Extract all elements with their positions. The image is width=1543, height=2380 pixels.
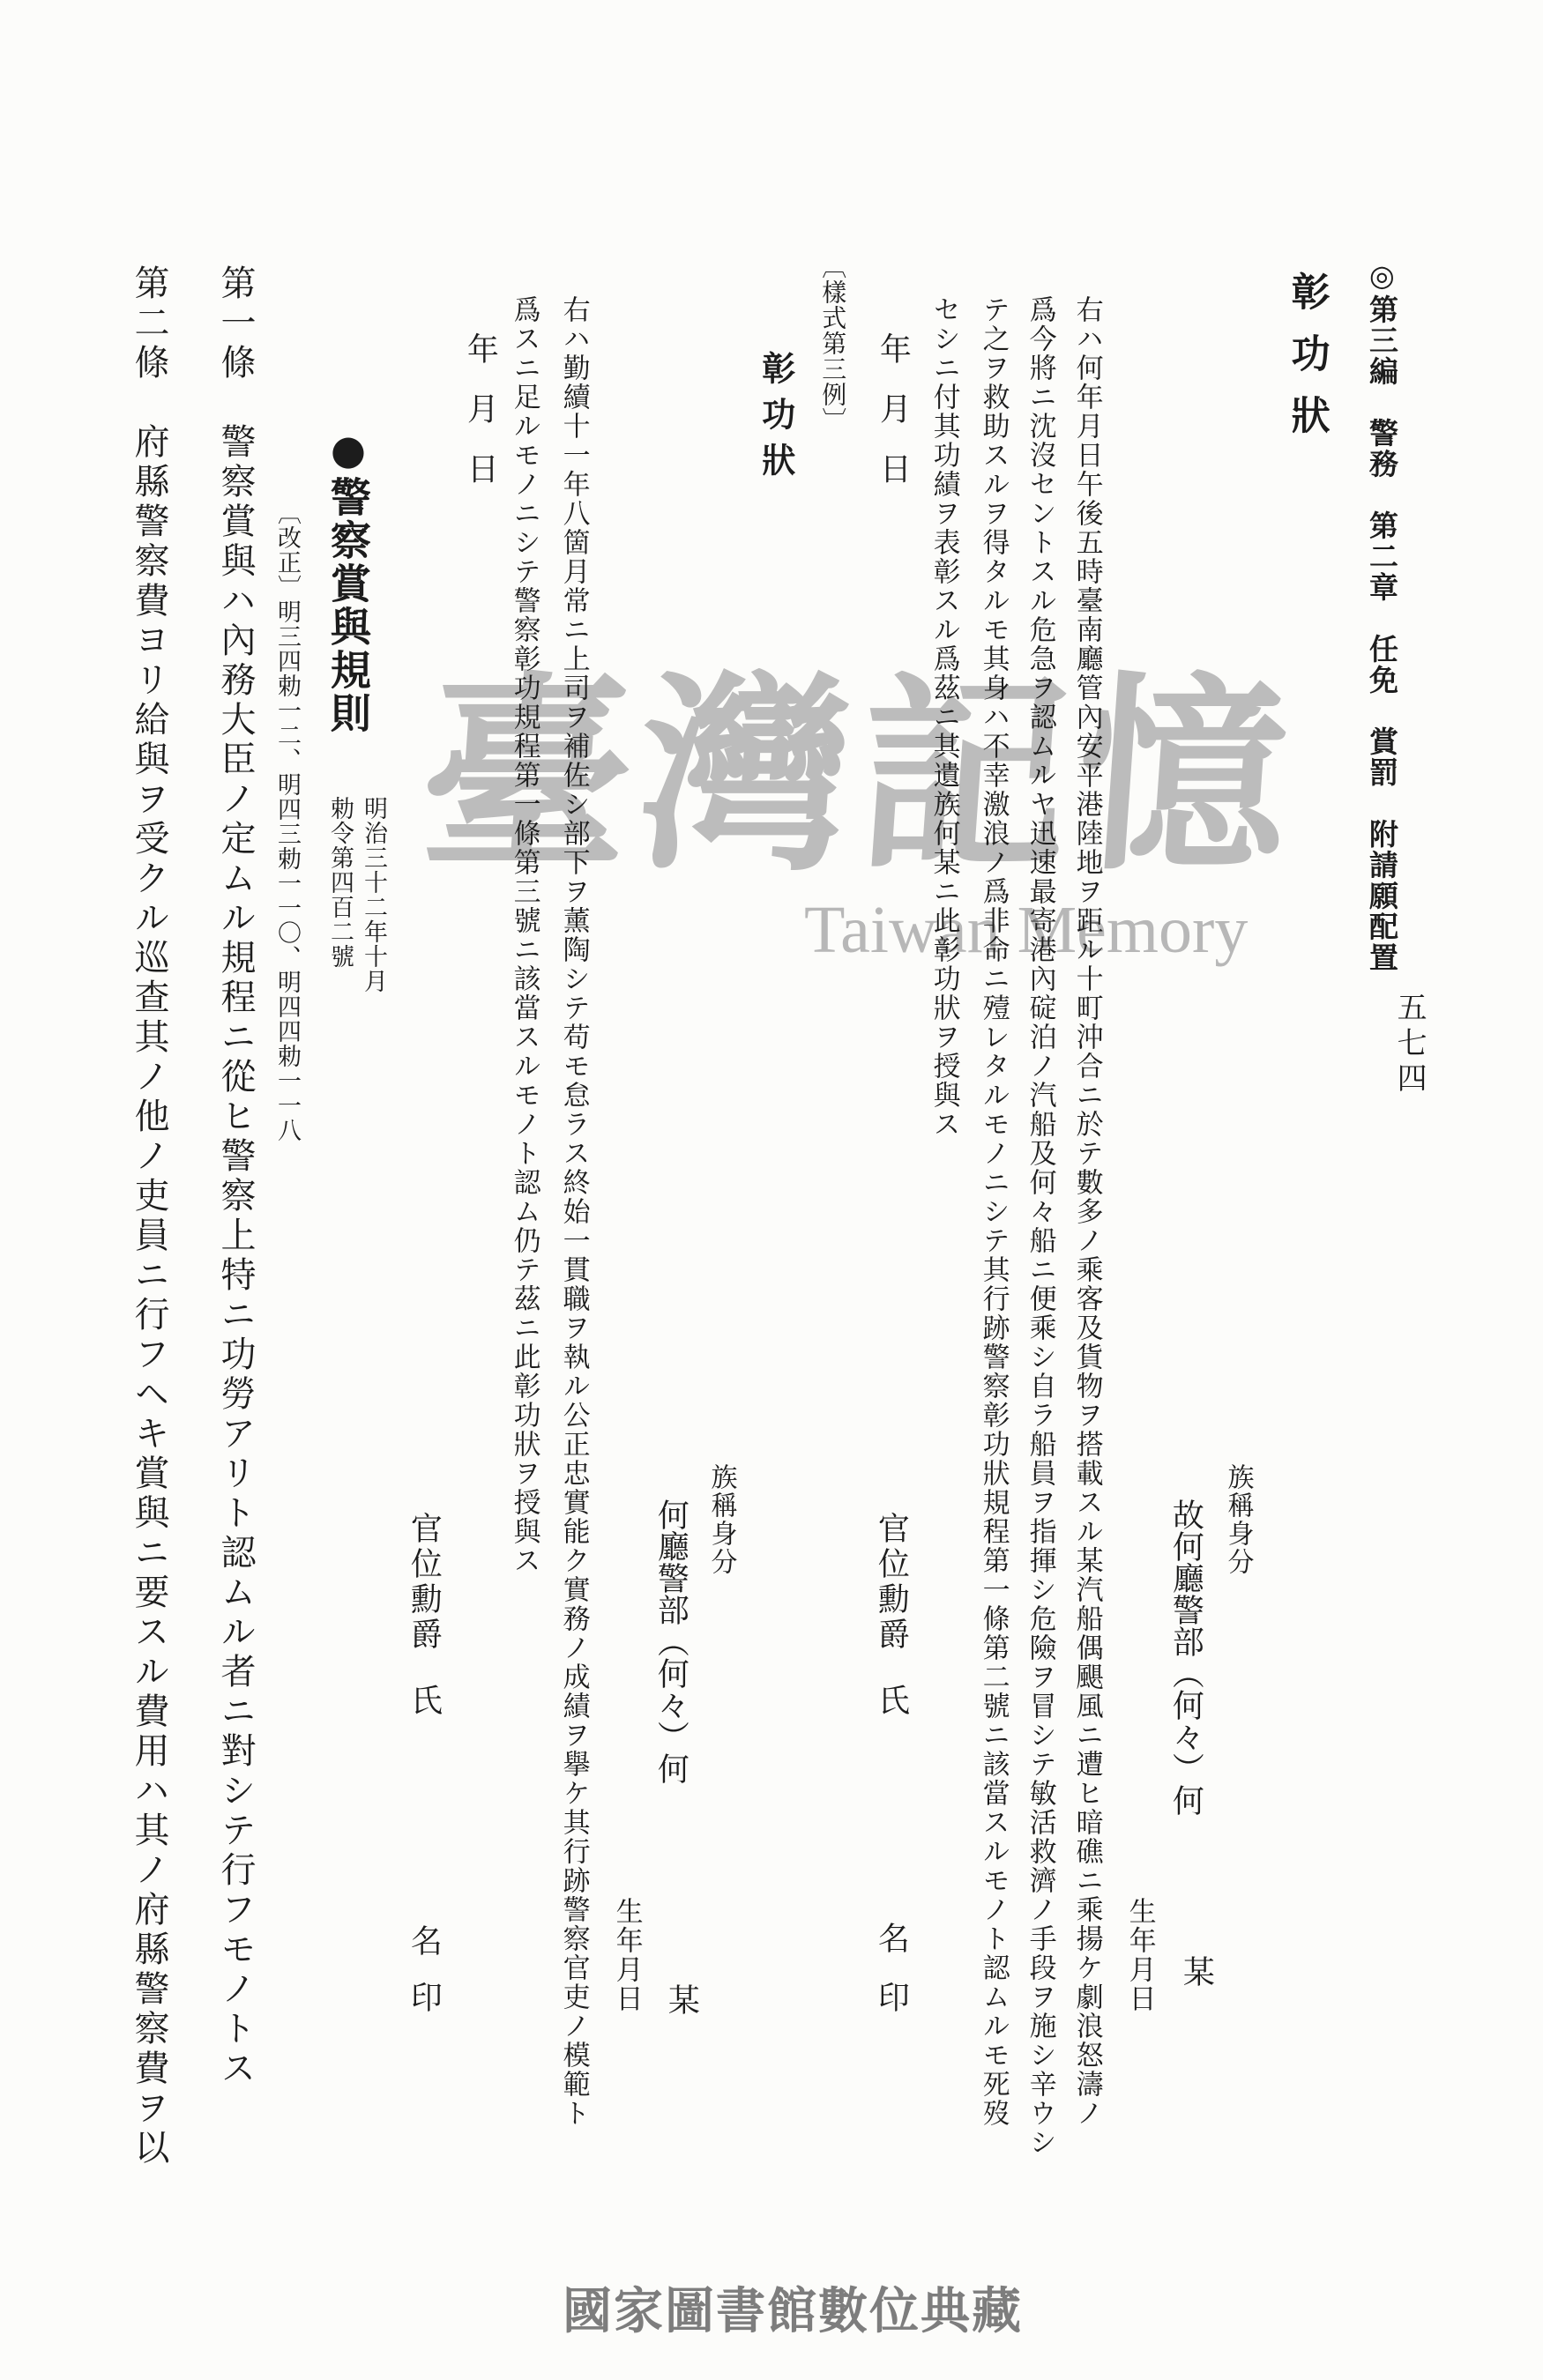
certificate2-date-line: 年月日 [462,332,499,512]
certificate1-official-surname: 氏 [873,1684,910,1715]
certificate2-official-given: 名 [406,1924,443,1956]
library-digital-archive-mark: 國家圖書館數位典藏 [563,2282,1023,2340]
regulation-article-1: 第一條 警察賞與ハ內務大臣ノ定ムル規程ニ從ヒ警察上特ニ功勞アリト認ムル者ニ對シテ行フモノトス [215,264,256,2089]
certificate2-title: 彰功狀 [756,351,796,488]
regulation-article-2: 第二條 府縣警察費ヨリ給與ヲ受クル巡查其ノ他ノ吏員ニ行フヘキ賞與ニ要スル費用ハ其ノ府縣警察費ヲ以 [129,264,169,2168]
certificate2-body-column: 爲スニ足ルモノニシテ警察彰功規程第一條第三號ニ該當スルモノト認ム仍テ茲ニ此彰功狀ヲ授與ス [508,295,540,1575]
chapter-header: ◎第三編 警務 第二章 任免 賞罰 附請願配置 [1364,258,1399,973]
certificate2-official-seal: 印 [406,1981,443,2012]
certificate2-recipient-name: 何廳警部（何々）何 [652,1499,690,1784]
regulation-heading: ●警察賞與規則 [324,426,372,735]
certificate2-official-rank: 官位勳爵 [406,1512,443,1653]
certificate2-birthdate-label: 生年月日 [610,1897,643,2013]
certificate2-official-surname: 氏 [406,1684,443,1715]
certificate1-recipient-label: 族稱身分 [1222,1463,1254,1576]
certificate1-date-line: 年月日 [875,332,912,512]
certificate1-official-seal: 印 [873,1981,910,2012]
regulation-edict-number-note: 勅令第四百二號 [326,796,354,969]
certificate1-official-given: 名 [873,1922,910,1953]
certificate1-recipient-name: 故何廳警部（何々）何 [1167,1499,1204,1816]
regulation-revision-note: 〔改正〕明三四勅一二、明四三勅一一〇、明四四勅一一八 [273,501,302,1142]
certificate1-official-rank: 官位勳爵 [873,1512,910,1653]
taiwan-memory-cjk-watermark: 臺灣記憶 [413,653,1306,899]
certificate1-title: 彰功狀 [1284,271,1330,457]
regulation-edict-date-note: 明治三十二年十月 [360,796,388,993]
certificate2-body-column: 右ハ勤續十一年八箇月常ニ上司ヲ補佐シ部下ヲ薰陶シテ苟モ怠ラス終始一貫職ヲ執ル公正忠實能ク實務ノ成績ヲ擧ケ其行跡警察官吏ノ模範ト [557,295,590,2128]
form-style-note: 〔樣式第三例〕 [818,254,848,433]
taiwan-memory-latin-watermark: Taiwan Memory [804,893,1249,967]
certificate2-recipient-label: 族稱身分 [705,1463,737,1576]
certificate1-body-column: テ之ヲ救助スルヲ得タルモ其身ハ不幸激浪ノ爲非命ニ殪レタルモノニシテ其行跡警察彰功狀規程第一條第二號ニ該當スルモノト認ムルモ死歿 [977,295,1010,2128]
page-number: 五七四 [1391,992,1427,1097]
certificate1-body-column: 右ハ何年月日午後五時臺南廳管內安平港陸地ヲ距ル十町沖合ニ於テ數多ノ乘客及貨物ヲ搭載スル某汽船偶颶風ニ遭ヒ暗礁ニ乘揚ケ劇浪怒濤ノ [1070,295,1103,2128]
certificate1-birthdate-label: 生年月日 [1123,1897,1156,2013]
certificate1-body-column: 爲今將ニ沈沒セントスル危急ヲ認ムルヤ迅速最寄港內碇泊ノ汽船及何々船ニ便乘シ自ラ船員ヲ指揮シ危險ヲ冒シテ敏活救濟ノ手段ヲ施シ辛ウシ [1024,295,1056,2157]
certificate1-recipient-placeholder: 某 [1178,1955,1215,1987]
certificate2-recipient-placeholder: 某 [663,1983,700,2015]
certificate1-body-column: セシニ付其功績ヲ表彰スル爲茲ニ其遺族何某ニ此彰功狀ヲ授與ス [928,295,960,1139]
